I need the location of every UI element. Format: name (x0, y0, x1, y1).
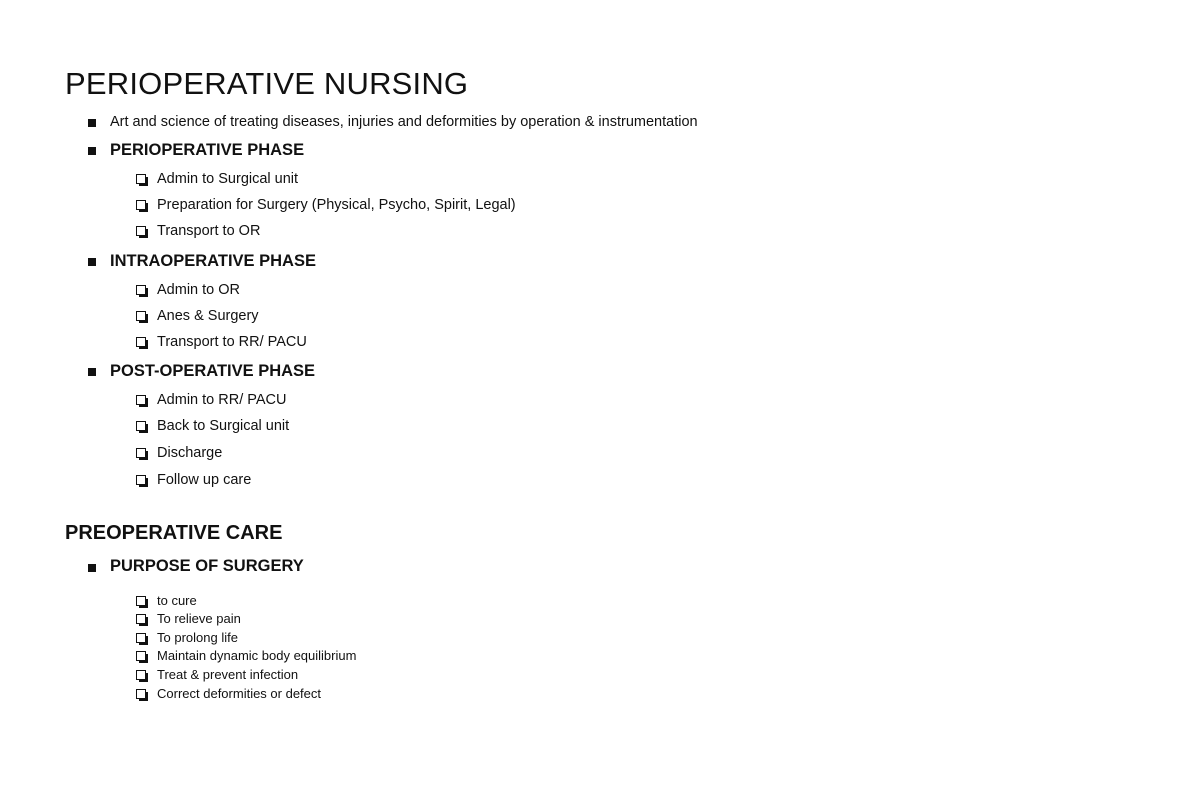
square-bullet-icon (88, 368, 96, 376)
square-bullet-icon (88, 564, 96, 572)
list-item: To relieve pain (157, 611, 241, 626)
checkbox-bullet-icon (136, 421, 146, 431)
square-bullet-icon (88, 119, 96, 127)
list-item: Preparation for Surgery (Physical, Psycho, Spirit, Legal) (157, 197, 516, 213)
list-item: Back to Surgical unit (157, 418, 290, 434)
checkbox-bullet-icon (136, 174, 146, 184)
list-item: Transport to RR/ PACU (157, 334, 307, 350)
checkbox-bullet-icon (136, 651, 146, 661)
checkbox-bullet-icon (136, 475, 146, 485)
list-item: to cure (157, 593, 197, 608)
checkbox-bullet-icon (136, 311, 146, 321)
list-item: To prolong life (157, 630, 238, 645)
square-bullet-icon (88, 147, 96, 155)
checkbox-bullet-icon (136, 337, 146, 347)
checkbox-bullet-icon (136, 670, 146, 680)
checkbox-bullet-icon (136, 226, 146, 236)
checkbox-bullet-icon (136, 448, 146, 458)
phase-heading: PERIOPERATIVE PHASE (110, 141, 305, 159)
phase-heading: INTRAOPERATIVE PHASE (110, 252, 316, 270)
list-item: Anes & Surgery (157, 308, 259, 324)
checkbox-bullet-icon (136, 200, 146, 210)
list-item: Transport to OR (157, 223, 261, 239)
checkbox-bullet-icon (136, 689, 146, 699)
checkbox-bullet-icon (136, 614, 146, 624)
list-item: Admin to RR/ PACU (157, 392, 287, 408)
square-bullet-icon (88, 258, 96, 266)
purpose-heading: PURPOSE OF SURGERY (110, 557, 304, 575)
list-item: Admin to OR (157, 282, 240, 298)
list-item: Correct deformities or defect (157, 686, 322, 701)
checkbox-bullet-icon (136, 395, 146, 405)
checkbox-bullet-icon (136, 285, 146, 295)
phase-heading: POST-OPERATIVE PHASE (110, 362, 316, 380)
checkbox-bullet-icon (136, 596, 146, 606)
list-item: Maintain dynamic body equilibrium (157, 648, 357, 663)
list-item: Admin to Surgical unit (157, 171, 299, 187)
definition-text: Art and science of treating diseases, injuries and deformities by operation & instrumentation (110, 114, 698, 130)
list-item: Discharge (157, 445, 223, 461)
checkbox-bullet-icon (136, 633, 146, 643)
page-title: PERIOPERATIVE NURSING (65, 66, 469, 101)
list-item: Treat & prevent infection (157, 667, 299, 682)
section-title: PREOPERATIVE CARE (65, 522, 283, 544)
list-item: Follow up care (157, 472, 252, 488)
